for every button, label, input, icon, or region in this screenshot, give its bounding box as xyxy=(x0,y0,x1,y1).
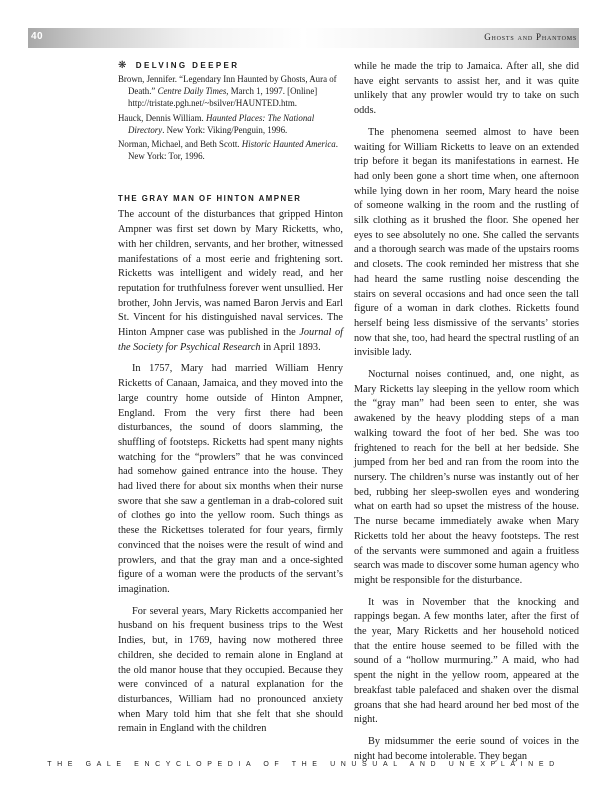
left-column xyxy=(118,60,343,744)
footer-title: THE GALE ENCYCLOPEDIA OF THE UNUSUAL AND UNEXPLAINED xyxy=(47,761,560,768)
reference-item: Hauck, Dennis William. Haunted Places: The National Directory. New York: Viking/Penguin, 1996. xyxy=(118,112,315,135)
body-paragraph: By midsummer the eerie sound of voices in the night had become intolerable. They began xyxy=(354,735,579,762)
right-column xyxy=(354,60,579,771)
body-paragraph: The phenomena seemed almost to have been waiting for William Ricketts to leave on an extended trip before it began its manifestations in earnest. He had only been gone a short time when, one afternoon while lying down in her room, Mary heard the noise of someone walking in the room and the rustling of silk clothing as it brushed the floor. She opened her eyes to see absolutely no one. She called the servants and a thorough search was made of the upstairs rooms and closets. The cook reminded her mistress that she had heard the same rustling noise descending the stairs on several occasions and had once seen the tall figure of a woman in dark clothes. Ricketts found herself being less dismissive of the servants’ stories now that she, too, had heard the spectral rustling of an invisible lady. xyxy=(354,126,579,359)
running-head: Ghosts and Phantoms xyxy=(484,32,577,42)
body-paragraph: It was in November that the knocking and rappings began. A few months later, after the first of the year, Mary Ricketts and her household noticed that the entire house seemed to be filled with the sound of a “hollow murmuring.” A maid, who had spent the night in the yellow room, appeared at the breakfast table palefaced and shaken over the dismal groans that she had heard around her bed most of the night. xyxy=(354,596,579,726)
asterisk-icon: ❋ xyxy=(118,60,129,71)
page-number: 40 xyxy=(31,31,44,42)
delving-deeper-title: DELVING DEEPER xyxy=(135,61,240,70)
reference-item: Brown, Jennifer. “Legendary Inn Haunted by Ghosts, Aura of Death.” Centre Daily Times, March 1, 1997. [Online] http://tristate.pgh.net/~bsilver/HAUNTED.htm. xyxy=(118,74,337,109)
body-paragraph: In 1757, Mary had married William Henry Ricketts of Canaan, Jamaica, and they moved into the large country home outside of Hinton Ampner, England. From the very first there had been disturbances, the sound of doors slamming, the shuffling of footsteps. Ricketts had spent many nights watching for the “prowlers” that he was convinced had somehow gained entrance into the house. They had lived there for about six months when their nurse swore that she saw a gentleman in a drab-colored suit of clothes go into the yellow room. Such things as these the Rickettses tolerated for four years, firmly convinced that the noises were the result of wind and prowlers, and that the gray man and a once-sighted figure of a woman were the products of the servant’s imagination. xyxy=(118,363,343,595)
body-paragraph: Nocturnal noises continued, and, one night, as Mary Ricketts lay sleeping in the yellow room which the “gray man” had been seen to enter, she was awakened by the heavy plodding steps of a man walking toward the foot of her bed. She was too frightened to reach for the bell at her bedside. She jumped from her bed and ran from the room into the nursery. The children’s nurse was instantly out of her bed, rubbing her sleep-swollen eyes and wondering what on earth had so upset the mistress of the house. The nurse became immediately awake when Mary Ricketts told her about the heavy footsteps. The rest of the servants were summoned and again a fruitless search was made to discover some human agency who might be responsible for the disturbance. xyxy=(354,369,579,586)
reference-item: Norman, Michael, and Beth Scott. Historic Haunted America. New York: Tor, 1996. xyxy=(118,139,338,162)
body-paragraph: For several years, Mary Ricketts accompanied her husband on his frequent business trips to the West Indies, but, in 1769, having now mothered three children, she decided to remain alone in England at the old manor house that they occupied. Because they were convinced of a natural explanation for the disturbances, William had no pronounced anxiety when Mary told him that she felt that she should remain in England with the children xyxy=(118,605,343,735)
delving-deeper-heading xyxy=(118,60,343,71)
section-title: THE GRAY MAN OF HINTON AMPNER xyxy=(118,194,302,204)
body-paragraph: The account of the disturbances that gripped Hinton Ampner was first set down by Mary Ricketts, who, with her children, servants, and her brother, witnessed manifestations of a most eerie and frightening sort. Ricketts was intelligent and widely read, and her reputation for truthfulness forever went unsullied. Her brother, John Jervis, was named Baron Jervis and Earl St. Vincent for his distinguished naval services. The Hinton Ampner case was published in the Journal of the Society for Psychical Research in April 1893. xyxy=(118,209,343,353)
body-paragraph: while he made the trip to Jamaica. After all, she did have eight servants to assist her, and it was quite unlikely that any prowler would try to take on such odds. xyxy=(354,61,579,117)
